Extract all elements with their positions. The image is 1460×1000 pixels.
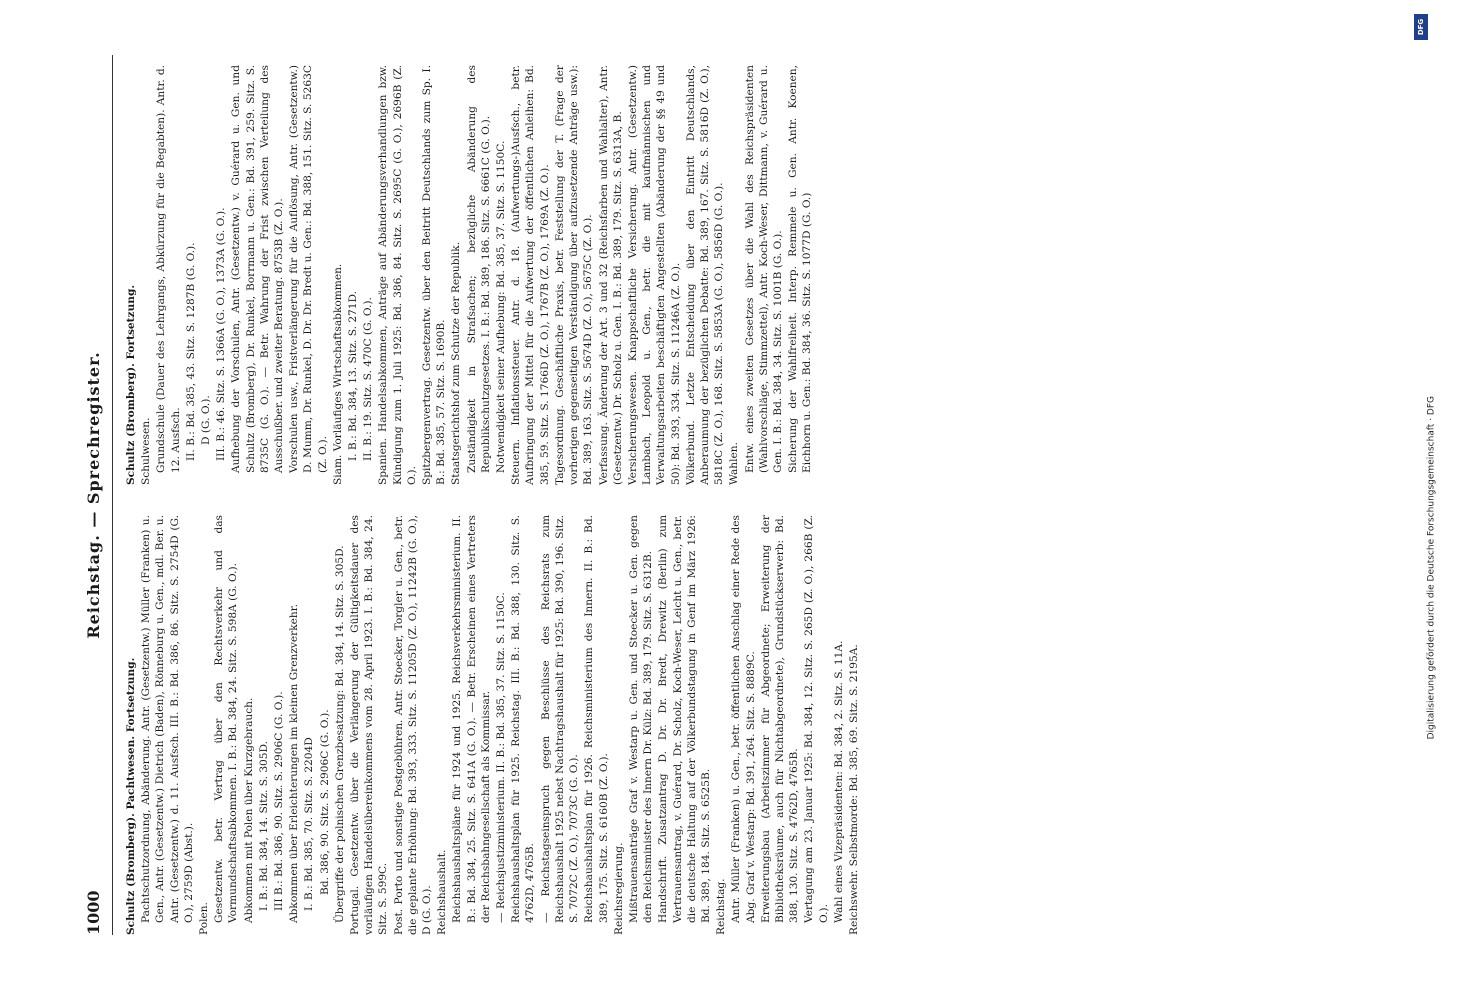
index-entry: Handschrift. Zusatzantrag D. Dr. Dr. Bredt, Drewitz (Berlin) zum Vertrauensantrag, v. Guérard, Dr. Scholz, Koch-Weser, Leicht u. Gen., betr. die deutsche Haltung auf der Völkerbundstagung in Genf im März 1926: Bd. 389, 184. Sitz. S. 6525B.: [657, 515, 712, 923]
index-entry: Mißtrauensanträge Graf v. Westarp u. Gen. und Stoecker u. Gen. gegen den Reichsminister des Innern Dr. Külz: Bd. 389, 179. Sitz. S. 6312B.: [627, 515, 655, 923]
index-entry: II. B.: 19. Sitz. S. 470C (G. O.).: [362, 297, 375, 461]
rotated-text-block: [80, 55, 1460, 935]
index-entry: Erweiterungsbau (Arbeitszimmer für Abgeordnete; Erweiterung der Bibliotheksräume, auch für Nichtabgeordnete), Grundstückserwerb: Bd. 388, 130. Sitz. S. 4762D, 4765B.: [759, 515, 801, 923]
index-entry: Siam. Vorläufiges Wirtschaftsabkommen.: [331, 263, 344, 485]
running-title: Reichstag. — Sprechregister.: [84, 351, 103, 639]
index-entry: Reichshaushaltspläne für 1924 und 1925. Reichsverkehrsministerium. II. B.: Bd. 384, 25. Sitz. S. 641A (G. O.). — Betr. Erscheinen eines Vertreters der Reichsbahngesellschaft als Kommissar.: [451, 515, 492, 923]
index-entry: Wahl eines Vizepräsidenten: Bd. 384, 2. Sitz. S. 11A.: [832, 640, 845, 923]
index-entry: Reichshaushalt.: [436, 849, 449, 935]
index-entry: II. B.: Bd. 385, 43. Sitz. S. 1287B (G. O.).: [184, 242, 197, 461]
right-column: [124, 65, 1444, 485]
left-column: [124, 515, 1444, 935]
index-entry: Verfassung. Änderung der Art. 3 und 32 (Reichsfarben und Wahlalter), Antr. (Gesetzentw.) Dr. Scholz u. Gen. I. B.: Bd. 389, 179. Sitz. S. 6313A, B.: [597, 65, 624, 485]
index-entry: — Reichstagseinspruch gegen Beschlüsse des Reichsrats zum Reichshaushalt 1925 nebst Nachtragshaushalt für 1925: Bd. 390, 196. Sitz. S. 7072C (Z. O.), 7073C (G. O.).: [539, 515, 581, 923]
index-entry: I. B.: Bd. 384, 14. Sitz. S. 305D.: [257, 740, 270, 911]
index-entry: Portugal. Gesetzentw. über die Verlängerung der Gültigkeitsdauer des vorläufigen Handelsübereinkommens vom 28. April 1923. I. B.: Bd. 384, 24. Sitz. S. 599C.: [349, 515, 390, 935]
header-rule: [112, 55, 113, 935]
column-heading: Schultz (Bromberg). Pachtwesen. Fortsetzung.: [125, 657, 137, 935]
index-entry: Pachtschutzordnung, Abänderung. Antr. (Gesetzentw.) Müller (Franken) u. Gen., Antr. (Gesetzentw.) Dietrich (Baden), Rönneburg u. Gen., mdl. Ber. u. Antr. (Gesetzentw.) d. 11. Ausfsch. III. B.: Bd. 386, 86. Sitz. S. 2754D (G. O.), 2759D (Abst.).: [140, 515, 195, 923]
index-entry: Zuständigkeit in Strafsachen; bezügliche Abänderung des Republikschutzgesetzes. I. B.: Bd. 389, 186. Sitz. S. 6661C (G. O.).: [465, 65, 492, 473]
index-entry: I. B.: Bd. 385, 70. Sitz. S. 2204D: [303, 737, 316, 911]
index-entry: Reichsregierung.: [612, 842, 625, 935]
index-entry: Reichshaushaltsplan für 1926. Reichsministerium des Innern. II. B.: Bd. 389, 175. Sitz. S. 6160B (Z. O.).: [583, 515, 610, 923]
index-entry: Vertagung am 23. Januar 1925: Bd. 384, 12. Sitz. S. 265D (Z. O.), 266B (Z. O.).: [803, 515, 830, 923]
index-entry: Polen.: [198, 902, 211, 935]
index-entry: — Reichsjustizministerium. II. B.: Bd. 385, 37. Sitz. S. 1150C.: [495, 592, 508, 923]
index-entry: Vorschulen usw., Fristverlängerung für die Auflösung, Antr. (Gesetzentw.) D. Mumm, Dr. Runkel, D. Dr. Dr. Bredt u. Gen.: Bd. 388, 151. Sitz. S. 5263C (Z. O.).: [288, 65, 329, 473]
index-entry: III B.: Bd. 386, 90. Sitz. S. 2906C (G. O.).: [273, 691, 286, 911]
index-entry: Versicherungswesen. Knappschaftliche Versicherung. Antr. (Gesetzentw.) Lambach, Leopold u. Gen., betr. die mit kaufmännischen und Verwaltungsarbeiten beschäftigten Angestellten (Abänderung der §§ 49 und 50): Bd. 393, 334. Sitz. S. 11246A (Z. O.).: [626, 65, 682, 485]
index-entry: Steuern. Inflationssteuer. Antr. d. 18. (Aufwertungs-)Ausfsch., betr. Aufbringung der Mittel für die Aufwertung der öffentlichen Anleihen: Bd. 385, 59. Sitz. S. 1766D (Z. O.), 1767B (Z. O.), 1769A (Z. O.).: [510, 65, 551, 485]
dfg-logo-text: DFG: [1417, 18, 1425, 36]
index-entry: Reichswehr. Selbstmorde: Bd. 385, 69. Sitz. S. 2195A.: [847, 644, 860, 935]
index-entry: Staatsgerichtshof zum Schutze der Republik.: [450, 241, 463, 485]
index-entry: Spanien. Handelsabkommen, Anträge auf Abänderungsverhandlungen bzw. Kündigung zum 1. Juli 1925: Bd. 386, 84. Sitz. S. 2695C (G. O.), 2696B (Z. O.).: [377, 65, 418, 485]
index-entry: Entw. eines zweiten Gesetzes über die Wahl des Reichspräsidenten (Wahlvorschläge, Stimmzettel), Antr. Koch-Weser, Dittmann, v. Guérard u. Gen. I. B.: Bd. 384, 34. Sitz. S. 1001B (G. O.).: [743, 65, 784, 473]
digitization-sidebar: [1410, 6, 1436, 994]
index-entry: Aufhebung der Vorschulen, Antr. (Gesetzentw.) v. Guérard u. Gen. und Schultz (Bromberg), Dr. Runkel, Borrmann u. Gen.: Bd. 391, 259. Sitz. S. 8735C (G. O.). — Betr. Wahrung der Frist zwischen Verteilung des Ausschußber. und zweiter Beratung. 8753B (Z. O.).: [230, 65, 286, 473]
index-entry: Tagesordnung. Geschäftliche Praxis, betr. Feststellung der T. (Frage der vorherigen gegenseitigen Verständigung über aufzusetzende Anträge usw.): Bd. 389, 163. Sitz. S. 5674D (Z. O.), 5675C (Z. O.).: [553, 65, 595, 485]
digitization-credit: Digitalisierung gefördert durch die Deutsche Forschungsgemeinschaft · DFG: [1426, 396, 1436, 740]
index-entry: Gesetzentw. betr. Vertrag über den Rechtsverkehr und das Vormundschaftsabkommen. I. B.: Bd. 384, 24. Sitz. S. 598A (G. O.).: [213, 515, 240, 923]
index-entry: Bd. 386, 90. Sitz. S. 2906C (G. O.).: [318, 709, 331, 895]
index-entry: Übergriffe der polnischen Grenzbesatzung: Bd. 384, 14. Sitz. S. 305D.: [333, 545, 346, 923]
index-entry: Post. Porto und sonstige Postgebühren. Antr. Stoecker, Torgler u. Gen., betr. die geplante Erhöhung: Bd. 393, 333. Sitz. S. 11205D (Z. O.), 11242B (G. O.), D (G. O.).: [392, 515, 434, 935]
running-head: [80, 55, 108, 935]
index-entry: III. B.: 46. Sitz. S. 1366A (G. O.), 1373A (G. O.).: [215, 207, 228, 461]
index-entry: Abkommen über Erleichterungen im kleinen Grenzverkehr.: [288, 603, 301, 923]
page-number: 1000: [84, 890, 103, 935]
index-entry: Notwendigkeit seiner Aufhebung: Bd. 385, 37. Sitz. S. 1150C.: [495, 140, 508, 473]
index-entry: Antr. Müller (Franken) u. Gen., betr. öffentlichen Anschlag einer Rede des Abg. Graf v. Westarp: Bd. 391, 264. Sitz. S. 8889C.: [730, 515, 757, 923]
index-entry: D (G. O.).: [200, 395, 213, 445]
index-entry: Reichstag.: [715, 878, 728, 935]
index-entry: Grundschule (Dauer des Lehrgangs, Abkürzung für die Begabten). Antr. d. 12. Ausfsch.: [155, 65, 182, 473]
index-entry: Reichshaushaltsplan für 1925. Reichstag. III. B.: Bd. 388, 130. Sitz. S. 4762D, 4765B.: [510, 515, 537, 923]
index-entry: Wahlen.: [728, 442, 741, 485]
index-entry: Völkerbund. Letzte Entscheidung über den Eintritt Deutschlands, Anberaumung der bezüglichen Debatte: Bd. 389, 167. Sitz. S. 5816D (Z. O.), 5818C (Z. O.), 168. Sitz. S. 5853A (G. O.), 5856D (G. O.).: [684, 65, 726, 485]
index-entry: I. B.: Bd. 384, 13. Sitz. S. 271D.: [347, 290, 360, 461]
index-entry: Spitzbergenvertrag. Gesetzentw. über den Beitritt Deutschlands zum Sp. I. B.: Bd. 385, 57. Sitz. S. 1690B.: [421, 65, 448, 485]
index-entry: Sicherung der Wahlfreiheit. Interp. Remmele u. Gen. Antr. Koenen, Eichhorn u. Gen.: Bd. 384, 36. Sitz. S. 1077D (G. O.): [787, 65, 814, 473]
dfg-logo: [1414, 14, 1428, 40]
column-heading: Schultz (Bromberg). Fortsetzung.: [125, 284, 137, 485]
index-entry: Abkommen mit Polen über Kurzgebrauch.: [242, 697, 255, 923]
index-entry: Schulwesen.: [140, 417, 153, 485]
